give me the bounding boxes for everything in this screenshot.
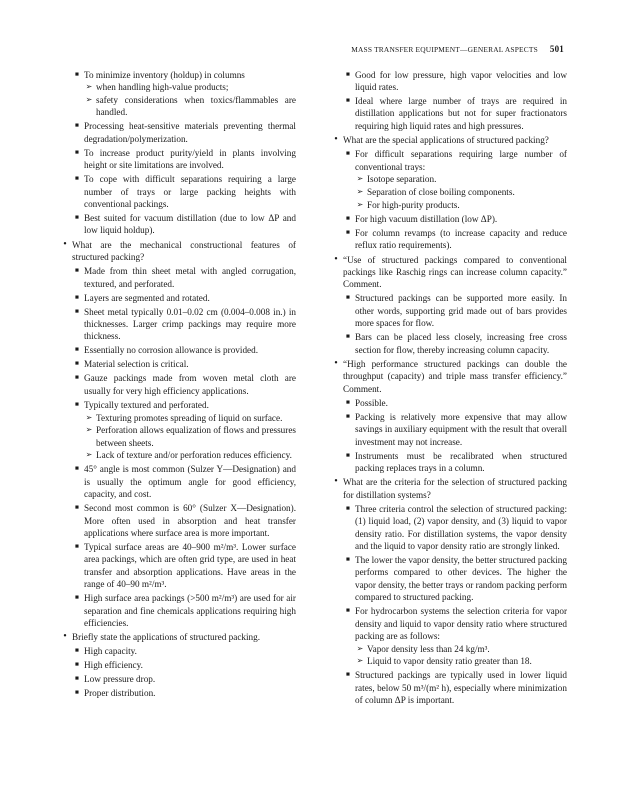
bullet-item	[60, 399, 296, 411]
item-text: when handling high-value products;	[96, 82, 229, 93]
running-header	[330, 44, 564, 54]
square-bullet-icon: ■	[75, 360, 79, 368]
item-text: Layers are segmented and rotated.	[84, 292, 210, 303]
arrowhead-bullet-icon: ➢	[85, 82, 93, 92]
item-text: Material selection is critical.	[84, 359, 189, 370]
running-title: MASS TRANSFER EQUIPMENT—GENERAL ASPECTS	[351, 45, 538, 54]
square-bullet-icon: ■	[75, 661, 79, 669]
square-bullet-icon: ■	[346, 504, 350, 512]
item-text: Bars can be placed less closely, increasing free cross section for flow, thereby increasing column capacity.	[355, 332, 567, 355]
bullet-item	[331, 669, 567, 706]
square-bullet-icon: ■	[75, 70, 79, 78]
square-bullet-icon: ■	[346, 70, 350, 78]
bullet-item	[60, 120, 296, 145]
item-text: Proper distribution.	[84, 688, 156, 699]
item-text: High efficiency.	[84, 660, 143, 671]
square-bullet-icon: ■	[346, 412, 350, 420]
square-bullet-icon: ■	[75, 675, 79, 683]
sub-bullet-item	[60, 449, 296, 461]
sub-bullet-item	[331, 186, 567, 198]
bullet-item	[331, 554, 567, 604]
bullet-item	[331, 148, 567, 173]
item-text: The lower the vapor density, the better structured packing performs compared to other devices. The higher the vapor density, the better trays or random packing perform compared to structured packing.	[355, 555, 567, 603]
item-text: Separation of close boiling components.	[367, 187, 515, 198]
arrowhead-bullet-icon: ➢	[85, 412, 93, 422]
item-text: For difficult separations requiring large number of conventional trays:	[355, 149, 567, 172]
item-text: What are the special applications of structured packing?	[343, 135, 549, 146]
item-text: Typical surface areas are 40–900 m²/m³. Lower surface area packings, which are often grid type, are used in heat transfer and absorption applications. Have areas in the range of 40–90 m²/m³.	[84, 542, 296, 590]
square-bullet-icon: ■	[346, 556, 350, 564]
item-text: To cope with difficult separations requiring a large number of trays or large packing heights with conventional packings.	[84, 174, 296, 210]
square-bullet-icon: ■	[75, 307, 79, 315]
bullet-item	[331, 69, 567, 94]
item-text: “Use of structured packings compared to conventional packings like Raschig rings can increase column capacity.” Comment.	[343, 254, 567, 290]
item-text: Made from thin sheet metal with angled corrugation, textured, and perforated.	[84, 266, 296, 289]
bullet-item	[60, 306, 296, 343]
item-text: For hydrocarbon systems the selection criteria for vapor density and liquid to vapor density ratio where structured packing are as follows:	[355, 606, 567, 642]
bullet-item	[331, 213, 567, 225]
square-bullet-icon: ■	[75, 122, 79, 130]
bullet-item	[60, 687, 296, 699]
square-bullet-icon: ■	[75, 293, 79, 301]
sub-bullet-item	[331, 173, 567, 185]
right-column	[331, 67, 567, 707]
item-text: Liquid to vapor density ratio greater than 18.	[367, 656, 532, 667]
square-bullet-icon: ■	[75, 267, 79, 275]
bullet-dot-icon: •	[334, 357, 338, 369]
square-bullet-icon: ■	[346, 214, 350, 222]
item-text: Perforation allows equalization of flows and pressures between sheets.	[96, 425, 296, 448]
item-text: What are the criteria for the selection of structured packing for distillation systems?	[343, 477, 567, 500]
square-bullet-icon: ■	[346, 607, 350, 615]
item-text: What are the mechanical constructional features of structured packing?	[72, 239, 296, 263]
item-text: Isotope separation.	[367, 174, 437, 185]
bullet-item	[60, 358, 296, 370]
bullet-item	[331, 411, 567, 448]
arrowhead-bullet-icon: ➢	[356, 656, 364, 666]
bullet-item	[60, 463, 296, 500]
square-bullet-icon: ■	[75, 400, 79, 408]
square-bullet-icon: ■	[75, 647, 79, 655]
item-text: For column revamps (to increase capacity and reduce reflux ratio requirements).	[355, 227, 567, 251]
square-bullet-icon: ■	[75, 214, 79, 222]
item-text: Briefly state the applications of structured packing.	[72, 632, 261, 643]
item-text: Possible.	[355, 397, 388, 408]
sub-bullet-item	[331, 199, 567, 211]
bullet-item	[331, 331, 567, 356]
question-item	[331, 254, 567, 291]
arrowhead-bullet-icon: ➢	[356, 643, 364, 653]
bullet-item	[60, 212, 296, 237]
square-bullet-icon: ■	[346, 228, 350, 236]
item-text: Typically textured and perforated.	[84, 399, 209, 410]
bullet-item	[331, 450, 567, 475]
square-bullet-icon: ■	[346, 294, 350, 302]
arrowhead-bullet-icon: ➢	[356, 187, 364, 197]
bullet-dot-icon: •	[63, 238, 67, 250]
square-bullet-icon: ■	[75, 543, 79, 551]
bullet-item	[60, 645, 296, 657]
sub-bullet-item	[60, 94, 296, 119]
item-text: To increase product purity/yield in plants involving height or site limitations are involved.	[84, 147, 296, 171]
item-text: 45° angle is most common (Sulzer Y—Designation) and is usually the optimum angle for good efficiency, capacity, and cost.	[84, 464, 296, 500]
bullet-item	[331, 227, 567, 252]
bullet-item	[331, 503, 567, 553]
page-number: 501	[549, 44, 564, 54]
bullet-item	[60, 265, 296, 290]
item-text: Three criteria control the selection of structured packing: (1) liquid load, (2) vapor density, and (3) liquid to vapor density ratio. For distillation systems, the vapor density and the liquid to vapor density ratio are strongly linked.	[355, 503, 567, 552]
square-bullet-icon: ■	[75, 594, 79, 602]
square-bullet-icon: ■	[75, 175, 79, 183]
bullet-item	[60, 372, 296, 397]
right-bullet-list	[331, 69, 567, 707]
square-bullet-icon: ■	[346, 97, 350, 104]
bullet-item	[60, 659, 296, 671]
bullet-item	[60, 673, 296, 685]
bullet-item	[331, 397, 567, 409]
item-text: High surface area packings (>500 m²/m³) are used for air separation and fine chemicals applications requiring high efficiencies.	[84, 593, 296, 629]
square-bullet-icon: ■	[346, 451, 350, 459]
bullet-item	[60, 69, 296, 81]
item-text: Structured packings are typically used in lower liquid rates, below 50 m³/(m² h), especially where minimization of column ΔP is important.	[355, 670, 567, 706]
bullet-item	[60, 292, 296, 304]
sub-bullet-item	[331, 643, 567, 655]
square-bullet-icon: ■	[346, 333, 350, 341]
item-text: Good for low pressure, high vapor velocities and low liquid rates.	[355, 69, 567, 92]
left-bullet-list	[60, 69, 296, 700]
item-text: For high-purity products.	[367, 199, 460, 210]
item-text: Second most common is 60° (Sulzer X—Designation). More often used in absorption and heat transfer applications where surface area is more important.	[84, 503, 296, 539]
arrowhead-bullet-icon: ➢	[85, 95, 93, 104]
square-bullet-icon: ■	[346, 398, 350, 406]
item-text: Sheet metal typically 0.01–0.02 cm (0.004–0.008 in.) in thicknesses. Larger crimp packings may require more thickness.	[84, 306, 296, 342]
item-text: Ideal where large number of trays are required in distillation applications but not for super fractionators requiring high liquid rates and high pressures.	[355, 96, 567, 131]
item-text: Essentially no corrosion allowance is provided.	[84, 345, 259, 356]
bullet-item	[60, 344, 296, 356]
item-text: For high vacuum distillation (low ΔP).	[355, 213, 498, 224]
bullet-item	[60, 541, 296, 591]
square-bullet-icon: ■	[75, 346, 79, 354]
question-item	[60, 631, 296, 643]
bullet-dot-icon: •	[334, 134, 338, 146]
item-text: To minimize inventory (holdup) in columns	[84, 69, 245, 80]
sub-bullet-item	[60, 81, 296, 93]
item-text: “High performance structured packings can double the throughput (capacity) and triple mass transfer efficiency.” Comment.	[343, 358, 567, 394]
bullet-item	[331, 95, 567, 132]
square-bullet-icon: ■	[346, 671, 350, 679]
square-bullet-icon: ■	[75, 689, 79, 697]
question-item	[331, 476, 567, 501]
left-column	[60, 67, 296, 700]
item-text: Best suited for vacuum distillation (due to low ΔP and low liquid holdup).	[84, 213, 296, 236]
item-text: Low pressure drop.	[84, 674, 156, 685]
arrowhead-bullet-icon: ➢	[85, 425, 93, 435]
bullet-item	[60, 147, 296, 172]
question-item	[60, 239, 296, 264]
bullet-dot-icon: •	[63, 631, 67, 643]
item-text: Texturing promotes spreading of liquid on surface.	[96, 412, 283, 423]
item-text: Lack of texture and/or perforation reduces efficiency.	[96, 450, 292, 461]
sub-bullet-item	[331, 655, 567, 667]
square-bullet-icon: ■	[75, 374, 79, 382]
arrowhead-bullet-icon: ➢	[356, 199, 364, 209]
arrowhead-bullet-icon: ➢	[356, 174, 364, 184]
bullet-item	[60, 502, 296, 539]
bullet-item	[60, 173, 296, 210]
sub-bullet-item	[60, 412, 296, 424]
arrowhead-bullet-icon: ➢	[85, 450, 93, 460]
question-item	[331, 134, 567, 146]
item-text: safety considerations when toxics/flammables are handled.	[96, 95, 296, 118]
bullet-item	[60, 592, 296, 629]
square-bullet-icon: ■	[75, 465, 79, 473]
square-bullet-icon: ■	[75, 504, 79, 512]
item-text: Gauze packings made from woven metal cloth are usually for very high efficiency applications.	[84, 373, 296, 396]
square-bullet-icon: ■	[75, 148, 79, 156]
item-text: High capacity.	[84, 646, 137, 657]
item-text: Packing is relatively more expensive that may allow savings in auxiliary equipment with the result that overall investment may not increase.	[355, 411, 567, 447]
item-text: Processing heat-sensitive materials preventing thermal degradation/polymerization.	[84, 121, 296, 144]
sub-bullet-item	[60, 424, 296, 449]
square-bullet-icon: ■	[346, 150, 350, 158]
item-text: Structured packings can be supported more easily. In other words, supporting grid made out of bars provides more spaces for flow.	[355, 293, 567, 329]
bullet-item	[331, 292, 567, 329]
question-item	[331, 358, 567, 395]
bullet-dot-icon: •	[334, 476, 338, 488]
item-text: Vapor density less than 24 kg/m³.	[367, 643, 490, 654]
item-text: Instruments must be recalibrated when structured packing replaces trays in a column.	[355, 450, 567, 474]
bullet-dot-icon: •	[334, 253, 338, 265]
bullet-item	[331, 605, 567, 642]
